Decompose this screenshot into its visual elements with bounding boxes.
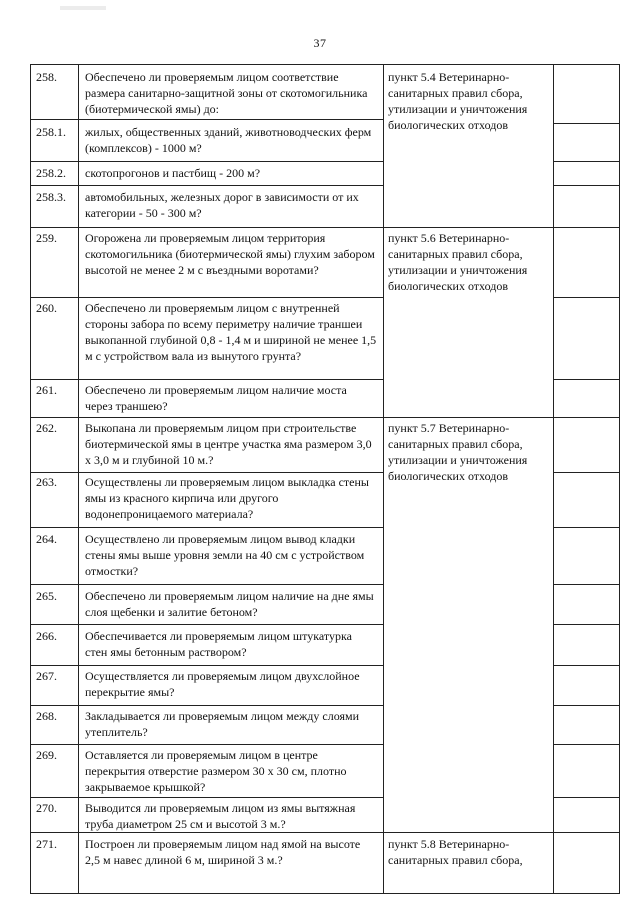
result-cell-rule	[553, 379, 619, 380]
row-rule	[30, 665, 383, 666]
result-cell-rule	[553, 185, 619, 186]
row-number: 258.1.	[36, 125, 66, 139]
question-text: Выводится ли проверяемым лицом из ямы вытяжная труба диаметром 25 см и высотой 3 м.?	[85, 801, 356, 831]
result-cell-rule	[553, 797, 619, 798]
row-rule	[30, 744, 383, 745]
row-number: 262.	[36, 421, 57, 435]
row-rule	[30, 417, 620, 418]
question-text: Выкопана ли проверяемым лицом при строительстве биотермической ямы в центре участка яма размером 3,0 х 3,0 м и глубиной 10 м.?	[85, 421, 372, 467]
row-rule	[30, 705, 383, 706]
reference-text: пункт 5.6 Ветеринарно-санитарных правил сбора, утилизации и уничтожения биологических отходов	[388, 231, 528, 293]
row-rule	[30, 832, 620, 833]
row-rule	[30, 119, 383, 120]
question-text: Обеспечивается ли проверяемым лицом штукатурка стен ямы бетонным раствором?	[85, 629, 352, 659]
question-text: Обеспечено ли проверяемым лицом наличие моста через траншею?	[85, 383, 347, 413]
row-number: 261.	[36, 383, 57, 397]
reference-text: пункт 5.4 Ветеринарно-санитарных правил сбора, утилизации и уничтожения биологических отходов	[388, 70, 528, 132]
row-rule	[30, 472, 383, 473]
reference-text: пункт 5.7 Ветеринарно-санитарных правил сбора, утилизации и уничтожения биологических отходов	[388, 421, 528, 483]
table-border-left	[30, 64, 31, 894]
row-number: 264.	[36, 532, 57, 546]
question-text: Закладывается ли проверяемым лицом между слоями утеплитель?	[85, 709, 360, 739]
row-number: 267.	[36, 669, 57, 683]
row-rule	[30, 379, 383, 380]
row-number: 265.	[36, 589, 57, 603]
column-divider-num	[78, 64, 79, 894]
question-text: Обеспечено ли проверяемым лицом наличие на дне ямы слоя щебенки и залитие бетоном?	[85, 589, 374, 619]
question-text: Осуществляется ли проверяемым лицом двухслойное перекрытие ямы?	[85, 669, 360, 699]
result-cell-rule	[553, 123, 619, 124]
row-number: 259.	[36, 231, 57, 245]
question-text: Оставляется ли проверяемым лицом в центре перекрытия отверстие размером 30 х 30 см, плотно закрываемое крышкой?	[85, 748, 347, 794]
row-rule	[30, 527, 383, 528]
row-number: 269.	[36, 748, 57, 762]
result-cell-rule	[553, 161, 619, 162]
question-text: Обеспечено ли проверяемым лицом с внутренней стороны забора по всему периметру наличие траншеи выкопанной глубиной 0,8 - 1,4 м и шириной не менее 1,5 м с устройством вала из вынутого грунта?	[85, 301, 377, 363]
row-rule	[30, 797, 383, 798]
row-number: 258.	[36, 70, 57, 84]
result-cell-rule	[553, 297, 619, 298]
row-number: 266.	[36, 629, 57, 643]
row-rule	[30, 161, 383, 162]
question-text: Огорожена ли проверяемым лицом территория скотомогильника (биотермической ямы) глухим забором высотой не менее 2 м с въездными воротами?	[85, 231, 375, 277]
reference-text: пункт 5.8 Ветеринарно-санитарных правил сбора,	[388, 837, 523, 867]
row-rule	[30, 297, 383, 298]
question-text: Обеспечено ли проверяемым лицом соответствие размера санитарно-защитной зоны от скотомогильника (биотермической ямы) до:	[85, 70, 368, 116]
row-number: 263.	[36, 475, 57, 489]
row-number: 258.2.	[36, 166, 66, 180]
row-number: 268.	[36, 709, 57, 723]
checklist-table	[30, 64, 620, 894]
table-border-bottom	[30, 893, 620, 894]
row-number: 271.	[36, 837, 57, 851]
result-cell-rule	[553, 472, 619, 473]
row-rule	[30, 227, 620, 228]
row-rule	[30, 584, 383, 585]
row-number: 258.3.	[36, 190, 66, 204]
result-cell-rule	[553, 624, 619, 625]
result-cell-rule	[553, 665, 619, 666]
result-cell-rule	[553, 705, 619, 706]
result-cell-rule	[553, 527, 619, 528]
column-divider-reference	[553, 64, 554, 894]
page-number: 37	[313, 36, 327, 50]
question-text: Построен ли проверяемым лицом над ямой на высоте 2,5 м навес длиной 6 м, шириной 3 м.?	[85, 837, 361, 867]
question-text: автомобильных, железных дорог в зависимости от их категории - 50 - 300 м?	[85, 190, 359, 220]
question-text: Осуществлены ли проверяемым лицом выкладка стены ямы из красного кирпича или другого водонепроницаемого материала?	[85, 475, 369, 521]
scan-artifact	[60, 6, 106, 10]
question-text: Осуществлено ли проверяемым лицом вывод кладки стены ямы выше уровня земли на 40 см с устройством отмостки?	[85, 532, 365, 578]
question-text: жилых, общественных зданий, животноводческих ферм (комплексов) - 1000 м?	[85, 125, 372, 155]
row-rule	[30, 185, 383, 186]
row-rule	[30, 64, 620, 65]
result-cell-rule	[553, 744, 619, 745]
question-text: скотопрогонов и пастбищ - 200 м?	[85, 166, 261, 180]
table-border-right	[619, 64, 620, 894]
row-number: 260.	[36, 301, 57, 315]
column-divider-question	[383, 64, 384, 894]
row-number: 270.	[36, 801, 57, 815]
result-cell-rule	[553, 584, 619, 585]
row-rule	[30, 624, 383, 625]
